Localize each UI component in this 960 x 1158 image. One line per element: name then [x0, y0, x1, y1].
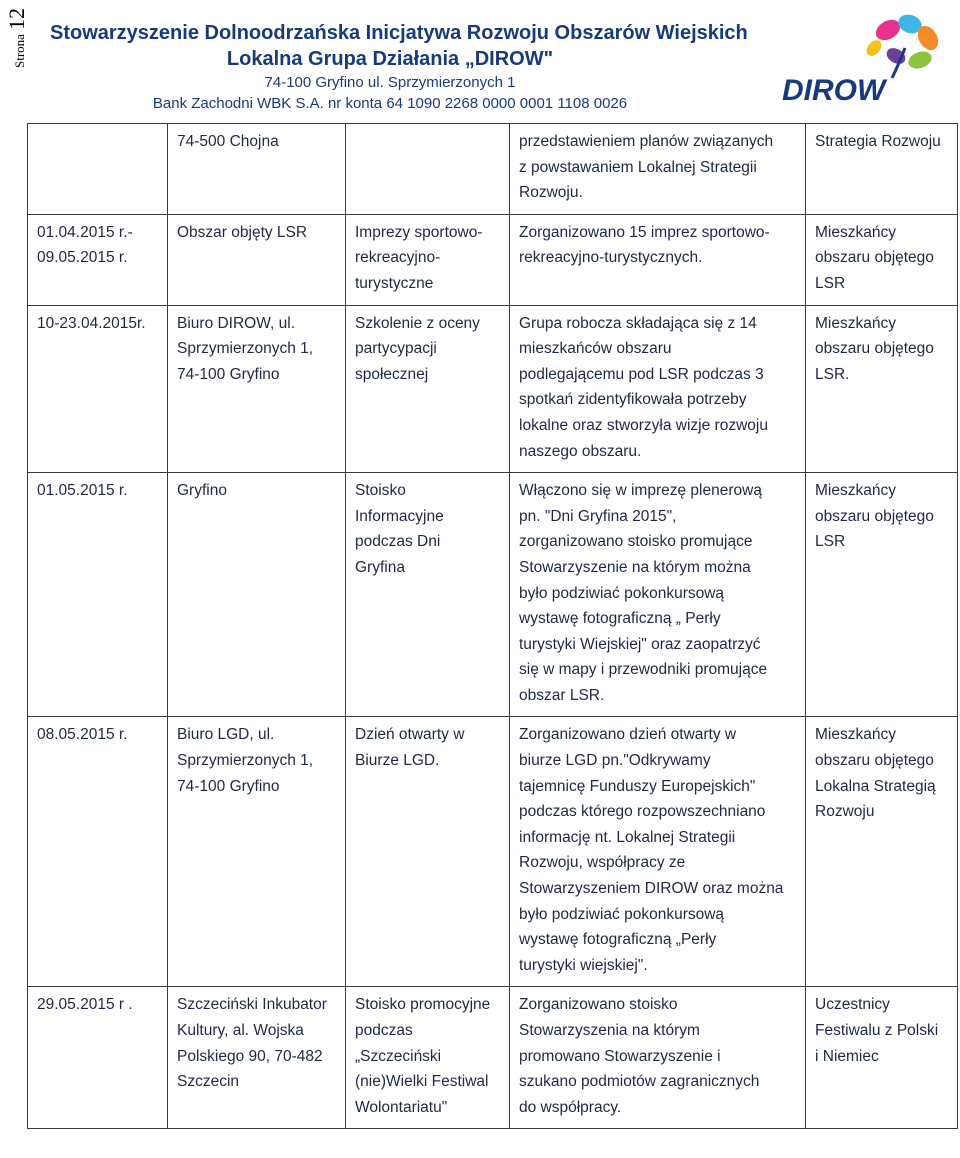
cell-text: Obszar objęty LSR — [177, 223, 308, 241]
audience-cell — [806, 987, 958, 1129]
audience-cell — [806, 473, 958, 717]
cell-text: Stoisko promocyjne podczas „Szczeciński (nie)Wielki Festiwal Wolontariatu" — [355, 996, 491, 1116]
description-cell — [510, 214, 806, 305]
audience-cell — [806, 717, 958, 987]
table-row — [28, 987, 958, 1129]
place-cell — [168, 305, 346, 473]
organization-header — [50, 20, 750, 114]
cell-text: Biuro DIROW, ul. Sprzymierzonych 1, 74-100 Gryfino — [177, 314, 314, 383]
place-cell — [168, 987, 346, 1129]
cell-text: Mieszkańcy obszaru objętego Lokalna Strategią Rozwoju — [815, 726, 936, 821]
date-cell — [28, 717, 168, 987]
date-cell — [28, 214, 168, 305]
cell-text: Szkolenie z oceny partycypacji społecznej — [355, 314, 480, 383]
description-cell — [510, 305, 806, 473]
description-cell — [510, 473, 806, 717]
cell-text: Stoisko Informacyjne podczas Dni Gryfina — [355, 482, 444, 576]
event-type-cell — [346, 214, 510, 305]
cell-text: Zorganizowano 15 imprez sportowo- rekreacyjno-turystycznych. — [519, 223, 770, 267]
place-cell — [168, 124, 346, 215]
cell-text: Zorganizowano dzień otwarty w biurze LGD pn."Odkrywamy tajemnicę Funduszy Europejskich" podczas którego rozpowszechniano informację nt. Lokalnej Strategii Rozwoju, współpracy ze Stowarzyszeniem DIROW oraz można było podziwiać pokonkursową wystawę fotograficzną „Perły turystyki wiejskiej". — [519, 726, 784, 974]
date-cell — [28, 305, 168, 473]
cell-text: 29.05.2015 r . — [37, 996, 133, 1014]
cell-text: Mieszkańcy obszaru objętego LSR — [815, 223, 934, 292]
table-row — [28, 305, 958, 473]
organization-name: Stowarzyszenie Dolnoodrzańska Inicjatywa Rozwoju Obszarów Wiejskich — [50, 22, 748, 44]
audience-cell — [806, 124, 958, 215]
cell-text: Dzień otwarty w Biurze LGD. — [355, 726, 465, 770]
audience-cell — [806, 214, 958, 305]
event-type-cell — [346, 473, 510, 717]
svg-text:DIROW: DIROW — [782, 74, 886, 107]
bank-account: Bank Zachodni WBK S.A. nr konta 64 1090 2268 0000 0001 1108 0026 — [152, 95, 628, 112]
place-cell — [168, 214, 346, 305]
date-cell — [28, 987, 168, 1129]
cell-text: Mieszkańcy obszaru objętego LSR — [815, 482, 934, 551]
cell-text: Gryfino — [177, 482, 227, 500]
cell-text: Uczestnicy Festiwalu z Polski i Niemiec — [815, 996, 939, 1065]
cell-text: Strategia Rozwoju — [815, 133, 941, 150]
date-cell — [28, 124, 168, 215]
cell-text: 01.05.2015 r. — [37, 482, 128, 500]
cell-text: 10-23.04.2015r. — [37, 314, 146, 332]
table-row — [28, 473, 958, 717]
cell-text: 01.04.2015 r.- 09.05.2015 r. — [37, 223, 133, 267]
event-type-cell — [346, 124, 510, 215]
cell-text: Zorganizowano stoisko Stowarzyszenia na którym promowano Stowarzyszenie i szukano podmiotów zagranicznych do współpracy. — [519, 996, 760, 1116]
cell-text: 74-500 Chojna — [177, 133, 279, 150]
page-number-label — [4, 6, 29, 116]
cell-text: Włączono się w imprezę plenerową pn. "Dni Gryfina 2015", zorganizowano stoisko promujące Stowarzyszenie na którym można było podziwiać pokonkursową wystawę fotograficzną „ Perły turystyki Wiejskiej" oraz zaopatrzyć się w mapy i przewodniki promujące obszar LSR. — [519, 482, 768, 704]
cell-text: Grupa robocza składająca się z 14 mieszkańców obszaru podlegającemu pod LSR podczas 3 spotkań zidentyfikowała potrzeby lokalne oraz stworzyła wizje rozwoju naszego obszaru. — [519, 314, 768, 460]
page-word: Strona — [12, 34, 27, 68]
cell-text: Mieszkańcy obszaru objętego LSR. — [815, 314, 934, 383]
table-row — [28, 214, 958, 305]
table-row — [28, 124, 958, 215]
dirow-logo — [770, 8, 955, 108]
description-cell — [510, 124, 806, 215]
lgd-name: Lokalna Grupa Działania „DIROW" — [226, 48, 554, 70]
cell-text: Biuro LGD, ul. Sprzymierzonych 1, 74-100 Gryfino — [177, 726, 314, 795]
dirow-logo-graphic — [770, 8, 955, 108]
date-cell — [28, 473, 168, 717]
cell-text: przedstawieniem planów związanych z powstawaniem Lokalnej Strategii Rozwoju. — [519, 133, 774, 202]
audience-cell — [806, 305, 958, 473]
cell-text: Imprezy sportowo- rekreacyjno- turystyczne — [355, 223, 483, 292]
event-type-cell — [346, 305, 510, 473]
place-cell — [168, 473, 346, 717]
table-row — [28, 717, 958, 987]
place-cell — [168, 717, 346, 987]
logo-petal — [864, 37, 885, 59]
event-type-cell — [346, 717, 510, 987]
cell-text: Szczeciński Inkubator Kultury, al. Wojska Polskiego 90, 70-482 Szczecin — [177, 996, 327, 1091]
page-number: 12 — [4, 8, 29, 31]
description-cell — [510, 717, 806, 987]
cell-text: 08.05.2015 r. — [37, 726, 128, 744]
description-cell — [510, 987, 806, 1129]
events-table — [27, 123, 958, 1129]
page-header — [0, 0, 960, 125]
event-type-cell — [346, 987, 510, 1129]
organization-address: 74-100 Gryfino ul. Sprzymierzonych 1 — [264, 74, 516, 91]
logo-petal — [906, 48, 934, 71]
